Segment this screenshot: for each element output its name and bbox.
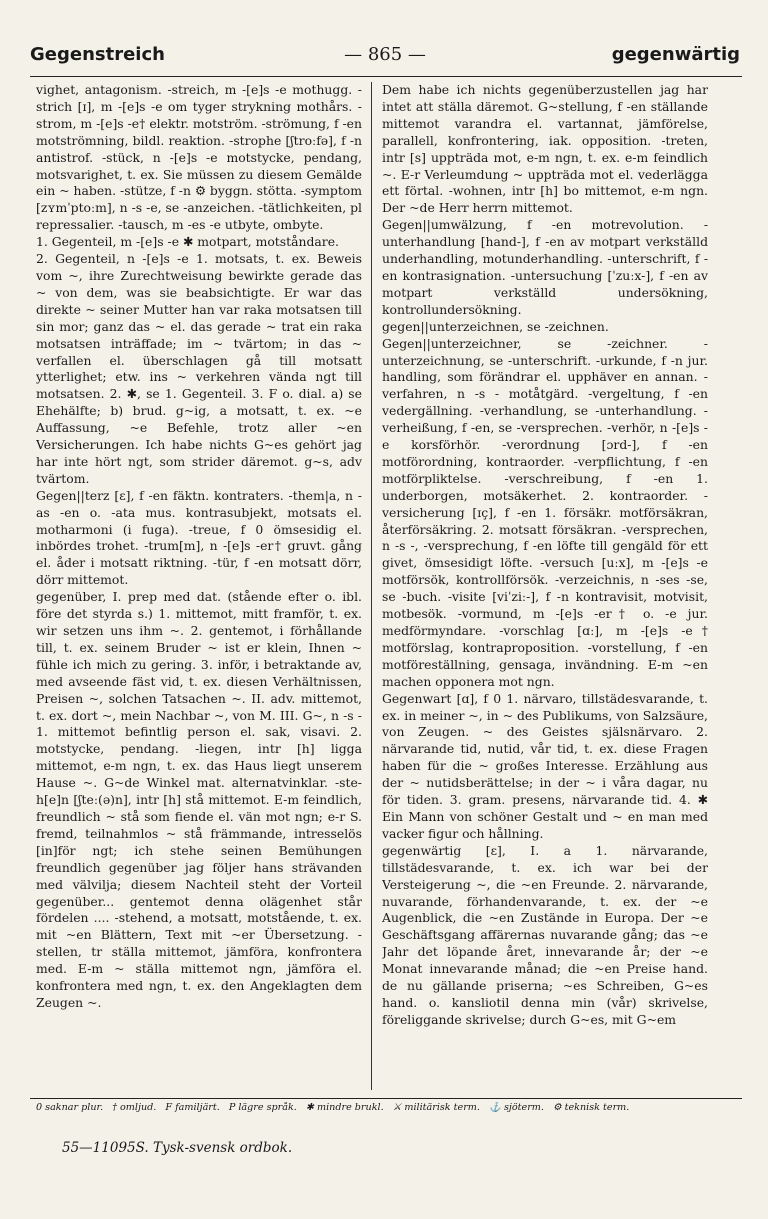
- header-first-word: Gegenstreich: [30, 44, 165, 65]
- legend-item: ⚙ teknisk term.: [553, 1102, 630, 1113]
- page-header: [30, 44, 740, 74]
- entry: gegen||unterzeichnen, se -zeichnen.: [382, 318, 609, 334]
- legend-item: ⚔ militärisk term.: [392, 1102, 480, 1113]
- entry: Gegen||unterzeichner, se -zeichner. -unterzeichnung, se -unterschrift. -urkunde, f -n jur. handling, som förändrar el. upphäver en annan. -verfahren, n -s - motåtgärd. -vergeltung, f -en vedergällning. -verhandlung, se -unterhandlung. -verheißung, f -en, se -versprechen. -verhör, n -[e]s -e korsförhör. -verordnung [ɔrd-], f -en motförordning, kontraorder. -verpflichtung, f -en motförpliktelse. -verschreibung, f -en 1. underborgen, motsäkerhet. 2. kontraorder. -versicherung [ɪç], f -en 1. försäkr. motförsäkran, återförsäkring. 2. motsatt försäkran. -versprechen, n -s -, -versprechung, f -en löfte till gengäld för ett givet, ömsesidigt löfte. -versuch [uːx], m -[e]s -e motförsök, kontrollförsök. -verzeichnis, n -ses -se, se -buch. -visite [viˈziː-], f -n kontravisit, motvisit, motbesök. -vormund, m -[e]s -er† o. -e jur. medförmyndare. -vorschlag [ɑː], m -[e]s -e† motförslag, kontraproposition. -vorstellung, f -en motföreställning, gensaga, invändning. E-m ~en machen opponera mot ngn.: [382, 335, 708, 689]
- footer-rule: [30, 1098, 742, 1099]
- entry: 1. Gegenteil, m -[e]s -e ✱ motpart, motståndare.: [36, 234, 339, 250]
- legend-item: ✱ mindre brukl.: [305, 1102, 384, 1113]
- legend-item: ⚓ sjöterm.: [489, 1102, 544, 1113]
- page-number: — 865 —: [344, 44, 426, 65]
- entry: Gegen||terz [ɛ], f -en fäktn. kontraters. -them|a, n -as -en o. -ata mus. kontrasubjekt, motsats el. motharmoni (i fuga). -treue, f 0 ömsesidig el. inbördes trohet. -trum[m], n -[e]s -er† gruvt. gång el. åder i motsatt riktning. -tür, f -en motsatt dörr, dörr mittemot.: [36, 487, 362, 588]
- entry: gegenüber, I. prep med dat. (stående efter o. ibl. före det styrda s.) 1. mittemot, mitt framför, t. ex. wir setzen uns ihm ~. 2. gentemot, i förhållande till, t. ex. seinem Bruder ~ ist er klein, Ihnen ~ fühle ich mich zu gering. 3. inför, i betraktande av, med avseende fäst vid, t. ex. diesen Verhältnissen, Preisen ~, solchen Tatsachen ~. II. adv. mittemot, t. ex. dort ~, mein Nachbar ~, von M. III. G~, n -s - 1. mittemot befintlig person el. sak, visavi. 2. motstycke, pendang. -liegen, intr [h] ligga mittemot, e-m ngn, t. ex. das Haus liegt unserem Hause ~. G~de Winkel mat. alternatvinklar. -ste-h[e]n [ʃteː(ə)n], intr [h] stå mittemot. E-m feindlich, freundlich ~ stå som fiende el. vän mot ngn; e-r S. fremd, teilnahmlos ~ stå främmande, intresselös [in]för ngt; ich stehe seinen Bemühungen freundlich gegenüber jag följer hans strävanden med välvilja; diesem Nachteil steht der Vorteil gegenüber... gentemot denna olägenhet står fördelen .... -stehend, a motsatt, motstående, t. ex. mit ~en Blättern, Text mit ~er Übersetzung. -stellen, tr ställa mittemot, jämföra, konfrontera med. E-m ~ ställa mittemot ngn, jämföra el. konfrontera med ngn, t. ex. den Angeklagten dem Zeugen ~.: [36, 589, 362, 1010]
- entry: Dem habe ich nichts gegenüberzustellen jag har intet att ställa däremot. G~stellung, f -en ställande mittemot varandra el. vartannat, jämförelse, parallell, konfrontering, iak. opposition. -treten, intr [s] uppträda mot, e-m ngn, t. ex. e-m feindlich ~. E-r Verleumdung ~ uppträda mot el. vederlägga ett förtal. -wohnen, intr [h] bo mittemot, e-m ngn. Der ~de Herr herrn mittemot.: [382, 82, 708, 216]
- legend-item: 0 saknar plur.: [36, 1102, 104, 1113]
- legend-item: † omljud.: [112, 1102, 157, 1113]
- legend-item: P lägre språk.: [228, 1102, 297, 1113]
- column-divider: [371, 82, 372, 1090]
- printer-signature: 55—11095S. Tysk-svensk ordbok.: [62, 1140, 293, 1156]
- entry: Gegenwart [ɑ], f 0 1. närvaro, tillstädesvarande, t. ex. in meiner ~, in ~ des Publikums, von Salzsäure, von Zeugen. ~ des Geistes själsnärvaro. 2. närvarande tid, nutid, vår tid, t. ex. diese Fragen haben für die ~ großes Interesse. Erzählung aus der ~ nutidsberättelse; in der ~ i våra dagar, nu för tiden. 3. gram. presens, närvarande tid. 4. ✱ Ein Mann von schöner Gestalt und ~ en man med vacker figur och hållning.: [382, 690, 708, 841]
- entry: Gegen||umwälzung, f -en motrevolution. -unterhandlung [hand-], f -en av motpart verkställd underhandling, motunderhandling. -unterschrift, f -en kontrasignation. -untersuchung [ˈzuːx-], f -en av motpart verkställd undersökning, kontrollundersökning.: [382, 217, 708, 317]
- header-last-word: gegenwärtig: [611, 44, 740, 65]
- left-column: [36, 82, 362, 1092]
- symbol-legend: [36, 1102, 741, 1113]
- right-column: [382, 82, 708, 1092]
- header-rule: [30, 76, 742, 77]
- entry: vighet, antagonism. -streich, m -[e]s -e mothugg. -strich [ɪ], m -[e]s -e om tyger strykning mothårs. -strom, m -[e]s -e† elektr. motström. -strömung, f -en motströmning, bildl. reaktion. -strophe [ʃtroːfə], f -n antistrof. -stück, n -[e]s -e motstycke, pendang, motsvarighet, t. ex. Sie müssen zu diesem Gemälde ein ~ haben. -stütze, f -n ⚙ byggn. stötta. -symptom [zʏmˈptoːm], n -s -e, se -anzeichen. -tätlichkeiten, pl repressalier. -tausch, m -es -e utbyte, ombyte.: [36, 82, 362, 233]
- legend-item: F familjärt.: [165, 1102, 220, 1113]
- entry: 2. Gegenteil, n -[e]s -e 1. motsats, t. ex. Beweis vom ~, ihre Zurechtweisung bewirkte gerade das ~ von dem, was sie beabsichtigte. Er war das direkte ~ seiner Mutter han var raka motsatsen till sin mor; ganz das ~ el. das gerade ~ trat ein raka motsatsen inträffade; im ~ tvärtom; in das ~ verfallen el. überschlagen gå till motsatt ytterlighet; etw. ins ~ verkehren vända ngt till motsatsen. 2. ✱, se 1. Gegenteil. 3. F o. dial. a) se Ehehälfte; b) brud. g~ig, a motsatt, t. ex. ~e Auffassung, ~e Befehle, trotz aller ~en Versicherungen. Ich habe nichts G~es gehört jag har inte hört ngt, som strider däremot. g~s, adv tvärtom.: [36, 251, 362, 486]
- entry: gegenwärtig [ɛ], I. a 1. närvarande, tillstädesvarande, t. ex. ich war bei der Versteigerung ~, die ~en Freunde. 2. närvarande, nuvarande, förhandenvarande, t. ex. der ~e Augenblick, die ~en Zustände in Europa. Der ~e Geschäftsgang affärernas nuvarande gång; das ~e Jahr det löpande året, innevarande år; der ~e Monat innevarande månad; die ~en Preise hand. de nu gällande priserna; ~es Schreiben, G~es hand. o. kansliotil denna min (vår) skrivelse, föreliggande skrivelse; durch G~es, mit G~em: [382, 842, 708, 1027]
